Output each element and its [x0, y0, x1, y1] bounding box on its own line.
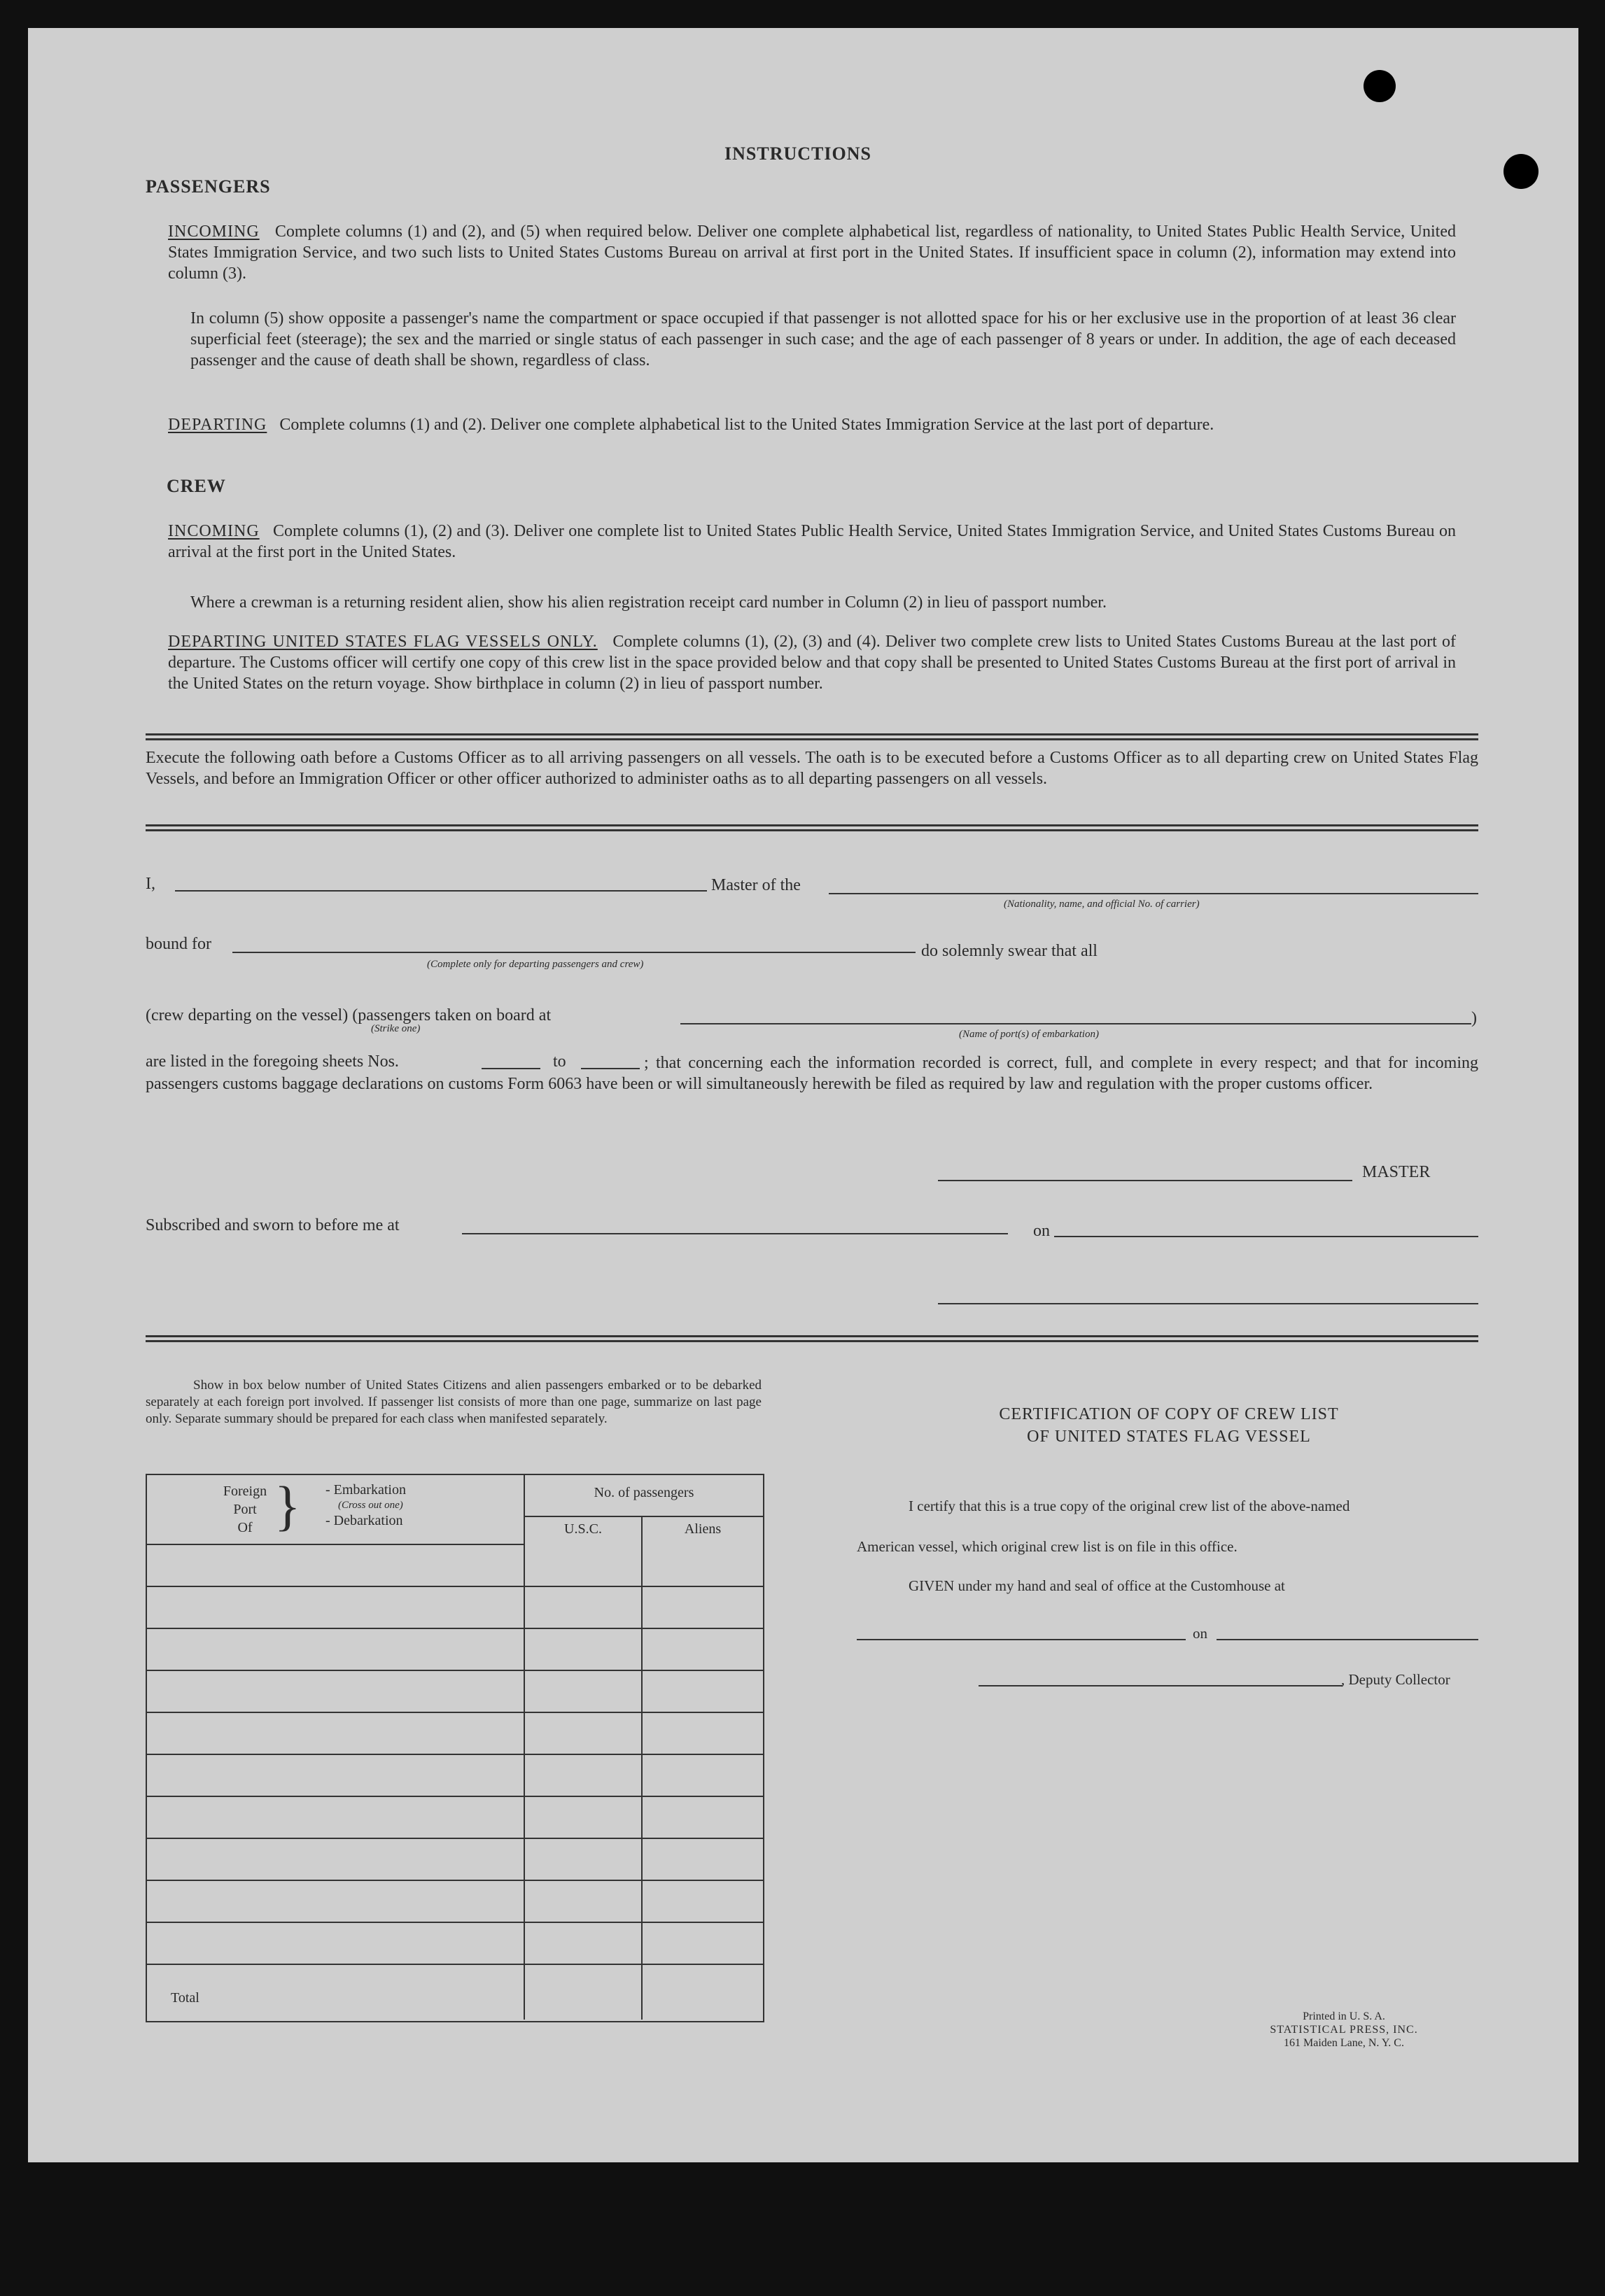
- to-label: to: [553, 1052, 566, 1071]
- printer-imprint: [1239, 2010, 1449, 2050]
- bound-caption: (Complete only for departing passengers and crew): [427, 959, 644, 970]
- column5-paragraph: In column (5) show opposite a passenger's name the compartment or space occupied if that passenger is not allotted space for his or her exclusive use in the proportion of at least 36 clear superficial feet (steerage); the sex and the married or single status of each passenger in such case; and the age of each passenger of 8 years or under. In addition, the age of each deceased passenger and the cause of death shall be shown, regardless of class.: [190, 309, 1456, 369]
- table-row[interactable]: [147, 1796, 763, 1839]
- cert-on-label: on: [1193, 1625, 1207, 1642]
- port-label: Port: [233, 1502, 257, 1517]
- table-row[interactable]: [147, 1544, 763, 1587]
- departing-text: Complete columns (1) and (2). Deliver one complete alphabetical list to the United States Immigration Service at the last port of departure.: [279, 416, 1214, 434]
- punch-hole: [1364, 70, 1396, 102]
- customhouse-field[interactable]: [857, 1639, 1186, 1640]
- foreign-port-header: [147, 1475, 525, 1545]
- table-row[interactable]: [147, 1586, 763, 1629]
- given-line: GIVEN under my hand and seal of office at the Customhouse at: [909, 1577, 1285, 1594]
- bound-for-label: bound for: [146, 935, 211, 953]
- master-signature-field[interactable]: [938, 1180, 1352, 1181]
- form-sheet: [28, 28, 1578, 2162]
- bound-for-field[interactable]: [232, 952, 916, 953]
- certification-title-2: OF UNITED STATES FLAG VESSEL: [1027, 1428, 1311, 1446]
- foreign-label: Foreign: [223, 1484, 267, 1499]
- brace-icon: }: [274, 1475, 301, 1536]
- crew-departing-text: Complete columns (1), (2), (3) and (4). Deliver two complete crew lists to United States Customs Bureau at the last port of departure. The Customs officer will certify one copy of this crew list in the space provided below and that copy shall be presented to United States Customs Bureau at the first port of arrival in the United States on the return voyage. Show birthplace in column (2) in lieu of passport number.: [168, 633, 1456, 693]
- subscribed-on-field[interactable]: [1054, 1236, 1478, 1237]
- summary-intro: Show in box below number of United States Citizens and alien passengers embarked or to be debarked separately at each foreign port involved. If passenger list consists of more than one page, summarize on last page only. Separate summary should be prepared for each class when manifested separately.: [146, 1378, 762, 1426]
- crewman-paragraph: Where a crewman is a returning resident alien, show his alien registration receipt card number in Column (2) in lieu of passport number.: [190, 593, 1107, 612]
- crew-departing-label: DEPARTING UNITED STATES FLAG VESSELS ONLY.: [168, 633, 598, 651]
- usc-header: U.S.C.: [564, 1521, 602, 1537]
- crew-incoming-paragraph: [168, 521, 1456, 563]
- cross-out-label: (Cross out one): [338, 1500, 403, 1511]
- certify-line-2: American vessel, which original crew list is on file in this office.: [857, 1538, 1238, 1555]
- strike-one-caption: (Strike one): [371, 1023, 421, 1034]
- divider: [146, 733, 1478, 740]
- deputy-signature-field[interactable]: [979, 1685, 1343, 1686]
- passenger-summary-box: [146, 1474, 764, 2022]
- table-row[interactable]: [147, 1712, 763, 1755]
- certification-title-1: CERTIFICATION OF COPY OF CREW LIST: [999, 1405, 1339, 1423]
- on-label: on: [1033, 1222, 1050, 1240]
- debarkation-label: - Debarkation: [325, 1513, 403, 1528]
- printer-line-3: 161 Maiden Lane, N. Y. C.: [1284, 2037, 1404, 2049]
- master-name-field[interactable]: [175, 890, 707, 892]
- crew-incoming-label: INCOMING: [168, 522, 260, 540]
- deputy-collector-label: , Deputy Collector: [1341, 1671, 1450, 1688]
- table-row[interactable]: [147, 1628, 763, 1671]
- embarkation-port-field[interactable]: [680, 1023, 1471, 1024]
- crew-incoming-text: Complete columns (1), (2) and (3). Deliver one complete list to United States Public Health Service, United States Immigration Service, and United States Customs Bureau on arrival at the first port in the United States.: [168, 522, 1457, 561]
- carrier-field[interactable]: [829, 893, 1478, 894]
- i-label: I,: [146, 875, 155, 893]
- aliens-header: Aliens: [684, 1521, 722, 1537]
- of-label: Of: [237, 1520, 253, 1535]
- solemnly-label: do solemnly swear that all: [921, 942, 1098, 960]
- listed-rest: ; that concerning each the information recorded is correct, full, and complete in every respect; and that for incoming passengers customs baggage declarations on customs Form 6063 have been or will simultaneously herewith be filed as required by law and regulation with the proper customs officer.: [146, 1054, 1478, 1093]
- table-row[interactable]: [147, 1838, 763, 1881]
- passengers-heading: PASSENGERS: [146, 176, 271, 197]
- port-caption: (Name of port(s) of embarkation): [959, 1029, 1099, 1040]
- cert-date-field[interactable]: [1217, 1639, 1478, 1640]
- instructions-title: INSTRUCTIONS: [724, 143, 871, 164]
- passengers-departing-paragraph: [168, 414, 1456, 435]
- departing-label: DEPARTING: [168, 416, 267, 434]
- incoming-label: INCOMING: [168, 223, 260, 241]
- subscribed-label: Subscribed and sworn to before me at: [146, 1216, 400, 1234]
- table-row[interactable]: [147, 1670, 763, 1713]
- carrier-caption: (Nationality, name, and official No. of carrier): [1004, 899, 1200, 910]
- oath-intro: Execute the following oath before a Customs Officer as to all arriving passengers on all vessels. The oath is to be executed before a Customs Officer as to all departing crew on United States Flag Vessels, and before an Immigration Officer or other officer authorized to administer oaths as to all departing passengers on all vessels.: [146, 749, 1478, 788]
- certify-line-1: I certify that this is a true copy of the original crew list of the above-named: [909, 1498, 1350, 1514]
- passengers-incoming-paragraph: [168, 221, 1456, 284]
- crew-departing-paragraph: [168, 631, 1456, 694]
- listed-prefix: are listed in the foregoing sheets Nos.: [146, 1052, 399, 1071]
- table-row[interactable]: [147, 1922, 763, 1965]
- master-label: MASTER: [1362, 1163, 1431, 1181]
- master-of-the-label: Master of the: [711, 876, 801, 894]
- close-paren: ): [1471, 1009, 1477, 1027]
- incoming-text: Complete columns (1) and (2), and (5) when required below. Deliver one complete alphabetical list, regardless of nationality, to United States Public Health Service, United States Immigration Service, and two such lists to United States Customs Bureau on arrival at first port in the United States. If insufficient space in column (2), information may extend into column (3).: [168, 223, 1456, 283]
- subscribed-at-field[interactable]: [462, 1233, 1008, 1234]
- divider: [146, 824, 1478, 831]
- total-label: Total: [171, 1990, 199, 2006]
- table-row[interactable]: [147, 1754, 763, 1797]
- crew-heading: CREW: [167, 476, 226, 496]
- no-of-passengers-header: No. of passengers: [594, 1485, 694, 1500]
- printer-line-1: Printed in U. S. A.: [1303, 2010, 1385, 2022]
- printer-line-2: STATISTICAL PRESS, INC.: [1270, 2024, 1418, 2036]
- embarkation-label: - Embarkation: [325, 1482, 406, 1498]
- table-row[interactable]: [147, 1880, 763, 1923]
- crew-departing-oath-label: (crew departing on the vessel) (passengers taken on board at: [146, 1006, 552, 1024]
- divider: [146, 1335, 1478, 1342]
- officer-signature-field[interactable]: [938, 1303, 1478, 1304]
